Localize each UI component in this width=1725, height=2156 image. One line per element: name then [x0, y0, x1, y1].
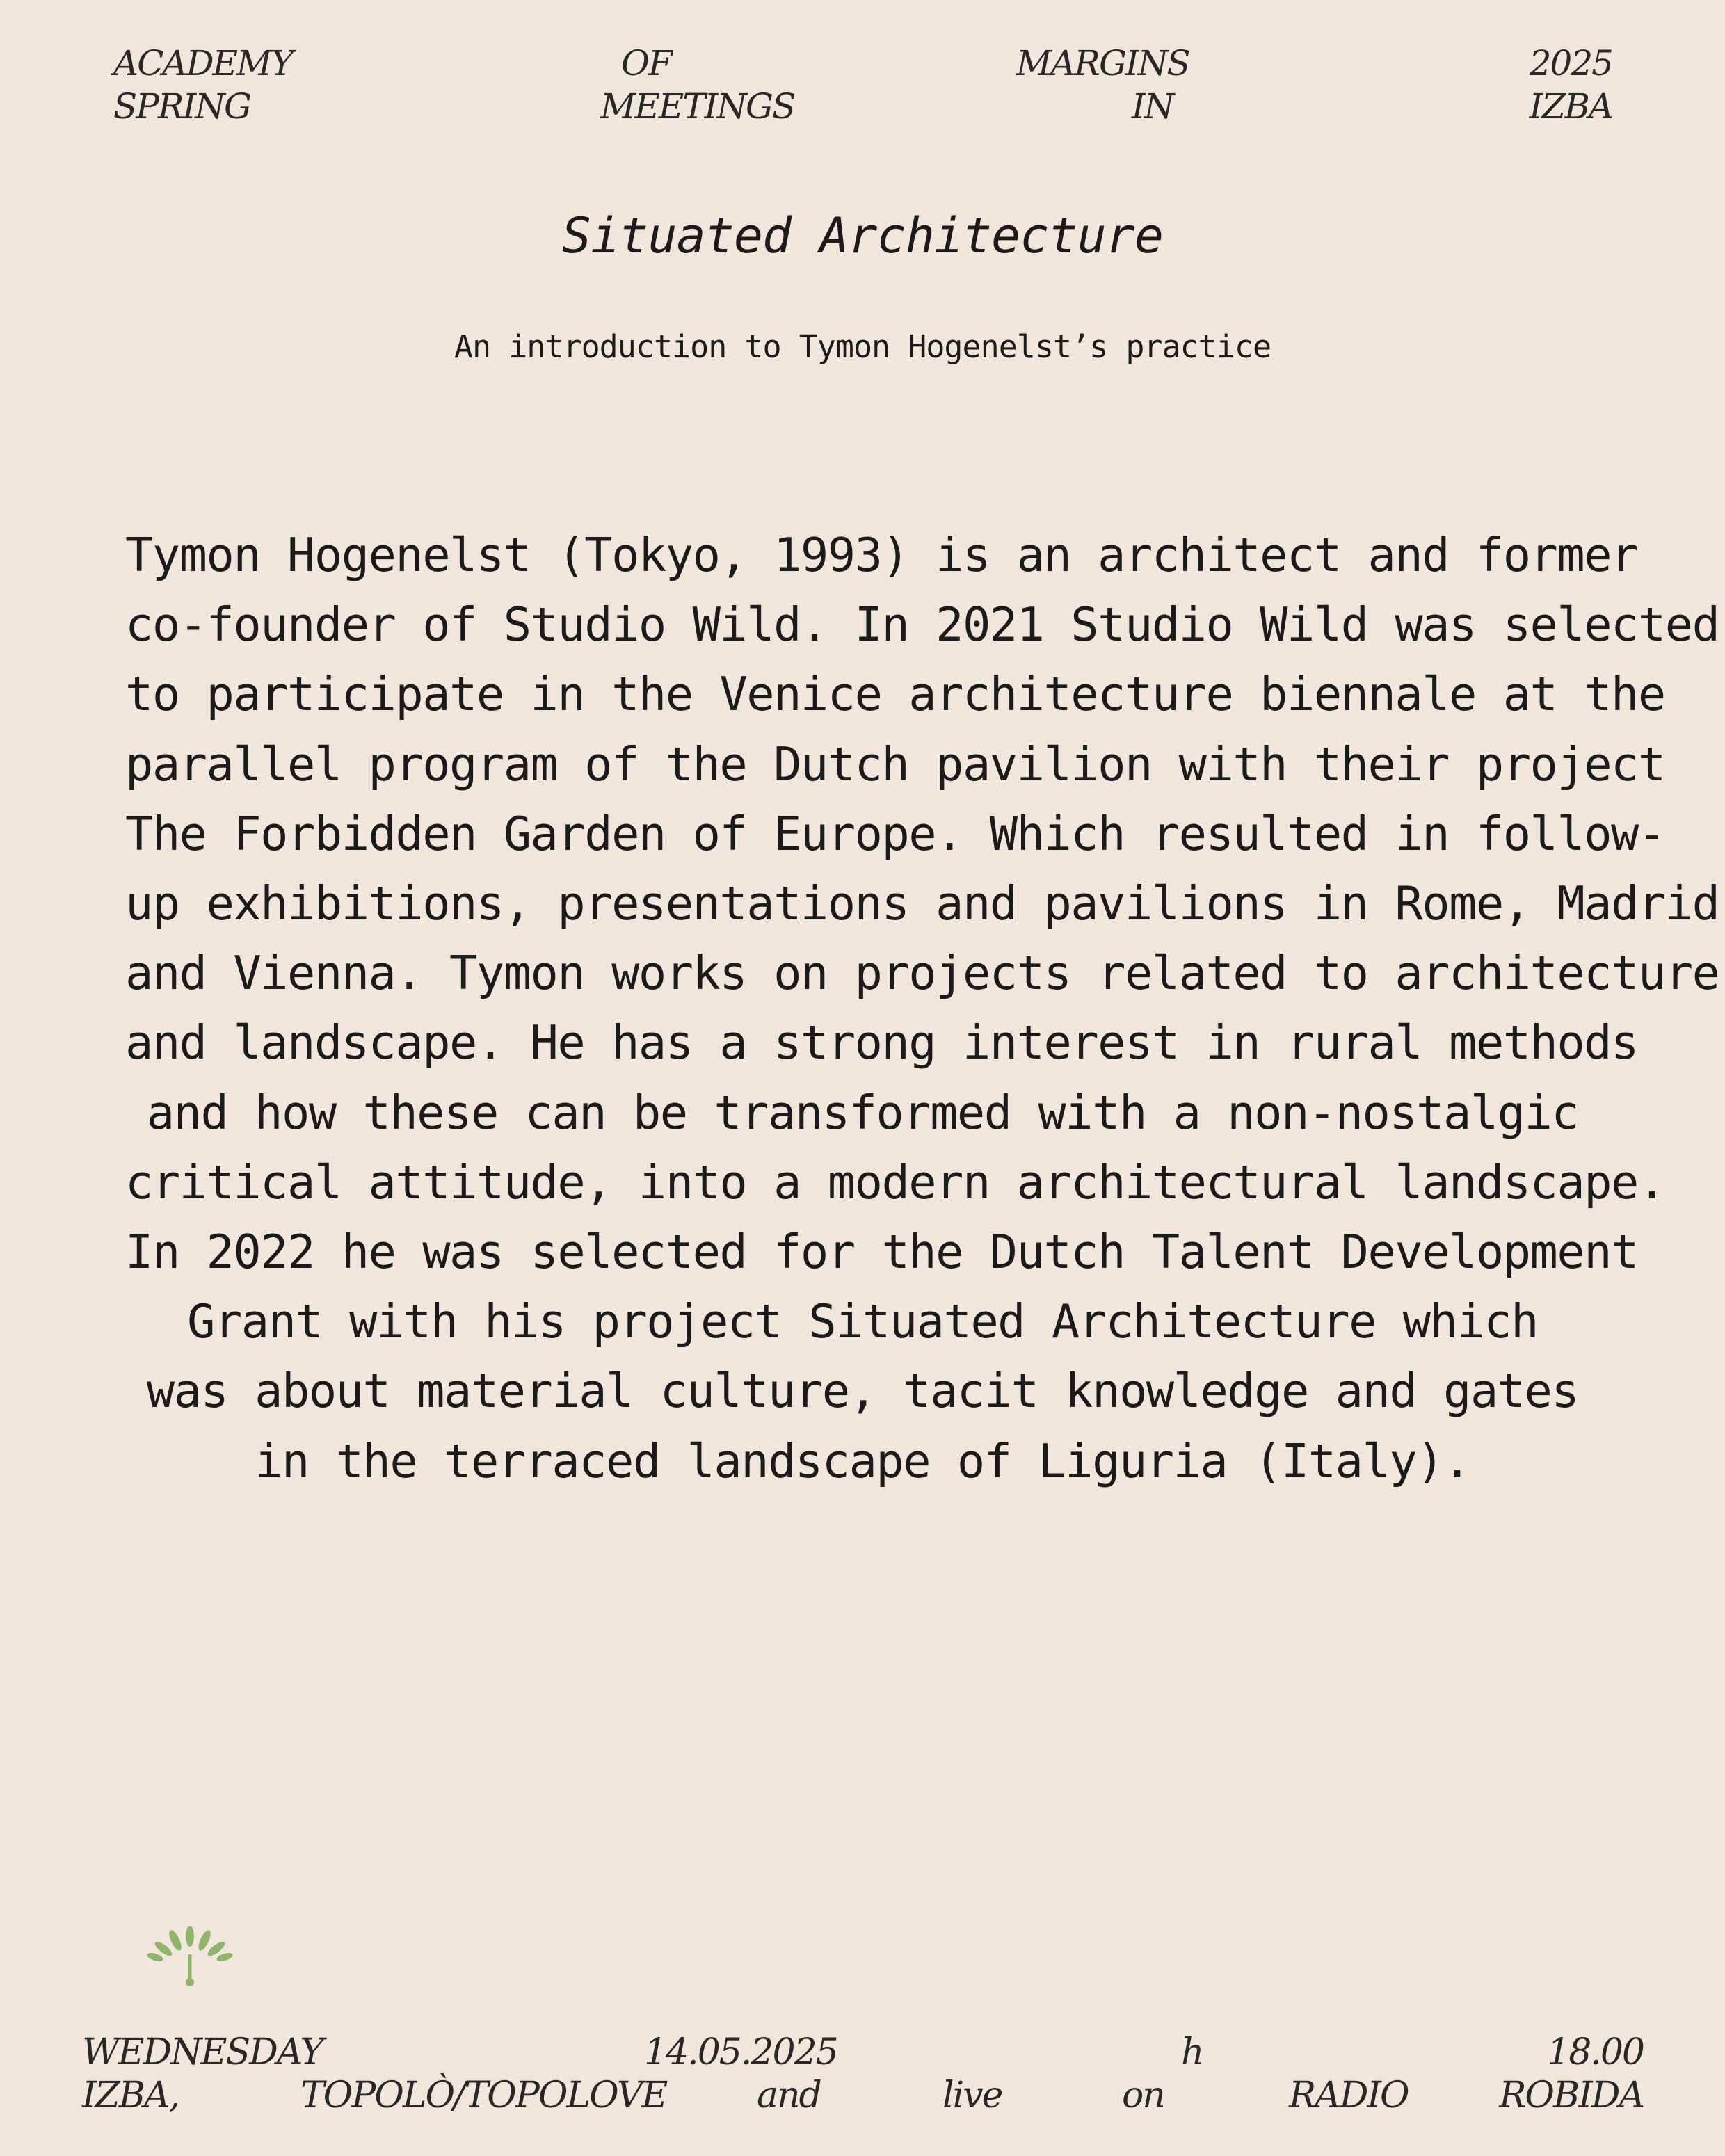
page-subtitle: An introduction to Tymon Hogenelst’s practice	[454, 328, 1271, 365]
page-title: Situated Architecture	[561, 207, 1163, 264]
footer-live: live	[942, 2075, 1002, 2116]
body-line: In 2022 he was selected for the Dutch Talent Development	[125, 1225, 1638, 1280]
body-line: in the terraced landscape of Liguria (Italy).	[255, 1433, 1470, 1488]
body-line: co-founder of Studio Wild. In 2021 Studio Wild was selected	[125, 597, 1719, 652]
footer-robida: ROBIDA	[1499, 2075, 1644, 2116]
header-spring: SPRING	[113, 86, 250, 127]
header-meetings: MEETINGS	[600, 86, 795, 127]
header-margins: MARGINS	[1016, 43, 1189, 83]
footer-radio: RADIO	[1289, 2075, 1409, 2116]
leaf-sprout-icon	[145, 1926, 235, 1989]
header-in: IN	[1132, 86, 1173, 127]
header-of: OF	[621, 43, 671, 83]
footer-day: WEDNESDAY	[82, 2032, 323, 2073]
body-line: up exhibitions, presentations and pavilions in Rome, Madrid	[125, 876, 1719, 931]
body-line: The Forbidden Garden of Europe. Which resulted in follow-	[125, 806, 1665, 861]
body-line: Grant with his project Situated Architecture which	[187, 1294, 1538, 1349]
body-paragraph	[125, 520, 1719, 1496]
footer-time: 18.00	[1547, 2032, 1644, 2073]
body-line: was about material culture, tacit knowledge and gates	[146, 1364, 1579, 1419]
body-line: and Vienna. Tymon works on projects related to architecture	[125, 946, 1719, 1001]
footer-h: h	[1181, 2032, 1203, 2073]
header	[113, 42, 1612, 132]
body-line: and how these can be transformed with a non-nostalgic	[146, 1085, 1579, 1140]
footer	[82, 2031, 1644, 2121]
footer-izba: IZBA,	[82, 2075, 179, 2116]
header-academy: ACADEMY	[113, 43, 293, 83]
footer-topolo: TOPOLÒ/TOPOLOVE	[300, 2075, 667, 2116]
body-line: to participate in the Venice architecture biennale at the	[125, 667, 1665, 722]
body-line: critical attitude, into a modern architectural landscape.	[125, 1155, 1665, 1209]
body-line: Tymon Hogenelst (Tokyo, 1993) is an architect and former	[125, 528, 1638, 582]
header-year: 2025	[1529, 43, 1612, 83]
body-line: and landscape. He has a strong interest in rural methods	[125, 1015, 1638, 1070]
footer-and: and	[757, 2075, 821, 2116]
footer-on: on	[1122, 2075, 1164, 2116]
footer-date: 14.05.2025	[644, 2032, 837, 2073]
body-line: parallel program of the Dutch pavilion with their project	[125, 737, 1665, 791]
header-izba: IZBA	[1529, 86, 1612, 127]
